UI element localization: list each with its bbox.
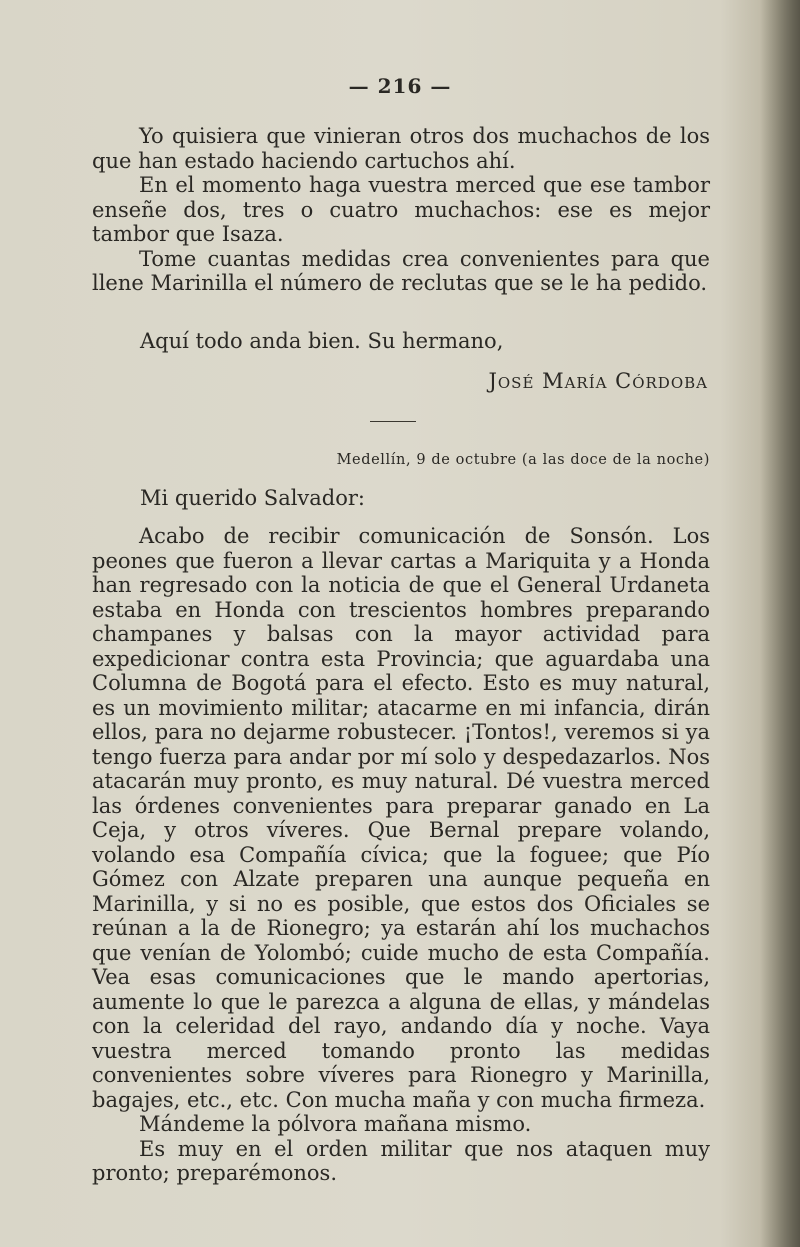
- letter-2-paragraph-3: Es muy en el orden militar que nos ataquen muy pronto; preparémonos.: [92, 1136, 710, 1185]
- letter-1-signature: José María Córdoba: [488, 369, 708, 393]
- letter-1-paragraph-3: Tome cuantas medidas crea convenientes para que llene Marinilla el número de reclutas que se le ha pedido.: [92, 246, 710, 295]
- letter-2-dateline: Medellín, 9 de octubre (a las doce de la noche): [336, 452, 710, 468]
- letter-1-body: [92, 124, 710, 296]
- letter-1-paragraph-1: Yo quisiera que vinieran otros dos muchachos de los que han estado haciendo cartuchos ahí.: [92, 124, 710, 173]
- letter-1-paragraph-2: En el momento haga vuestra merced que ese tambor enseñe dos, tres o cuatro muchachos: ese es mejor tambor que Isaza.: [92, 173, 710, 246]
- letter-1-closing: Aquí todo anda bien. Su hermano,: [140, 329, 504, 353]
- letter-2-paragraph-1: Acabo de recibir comunicación de Sonsón. Los peones que fueron a llevar cartas a Mariquita y a Honda han regresado con la noticia de que el General Urdaneta estaba en Honda con trescientos hombres preparando champanes y balsas con la mayor actividad para expedicionar contra esta Provincia; que aguardaba una Columna de Bogotá para el efecto. Esto es muy natural, es un movimiento militar; atacarme en mi infancia, dirán ellos, para no dejarme robustecer. ¡Tontos!, veremos si ya tengo fuerza para andar por mí solo y despedazarlos. Nos atacarán muy pronto, es muy natural. Dé vuestra merced las órdenes convenientes para preparar ganado en La Ceja, y otros víveres. Que Bernal prepare volando, volando esa Compañía cívica; que la foguee; que Pío Gómez con Alzate preparen una aunque pequeña en Marinilla, y si no es posible, que estos dos Oficiales se reúnan a la de Rionegro; ya estarán ahí los muchachos que venían de Yolombó; cuide mucho de esta Compañía. Vea esas comunicaciones que le mando apertorias, aumente lo que le parezca a alguna de ellas, y mándelas con la celeridad del rayo, andando día y noche. Vaya vuestra merced tomando pronto las medidas convenientes sobre víveres para Rionegro y Marinilla, bagajes, etc., etc. Con mucha maña y con mucha firmeza.: [92, 524, 710, 1112]
- letter-2-body: [92, 524, 710, 1186]
- section-divider: [370, 421, 416, 422]
- letter-2-paragraph-2: Mándeme la pólvora mañana mismo.: [139, 1112, 532, 1136]
- page-number: — 216 —: [348, 74, 452, 98]
- letter-2-salutation: Mi querido Salvador:: [140, 486, 366, 510]
- book-spine-shadow: [760, 0, 800, 1247]
